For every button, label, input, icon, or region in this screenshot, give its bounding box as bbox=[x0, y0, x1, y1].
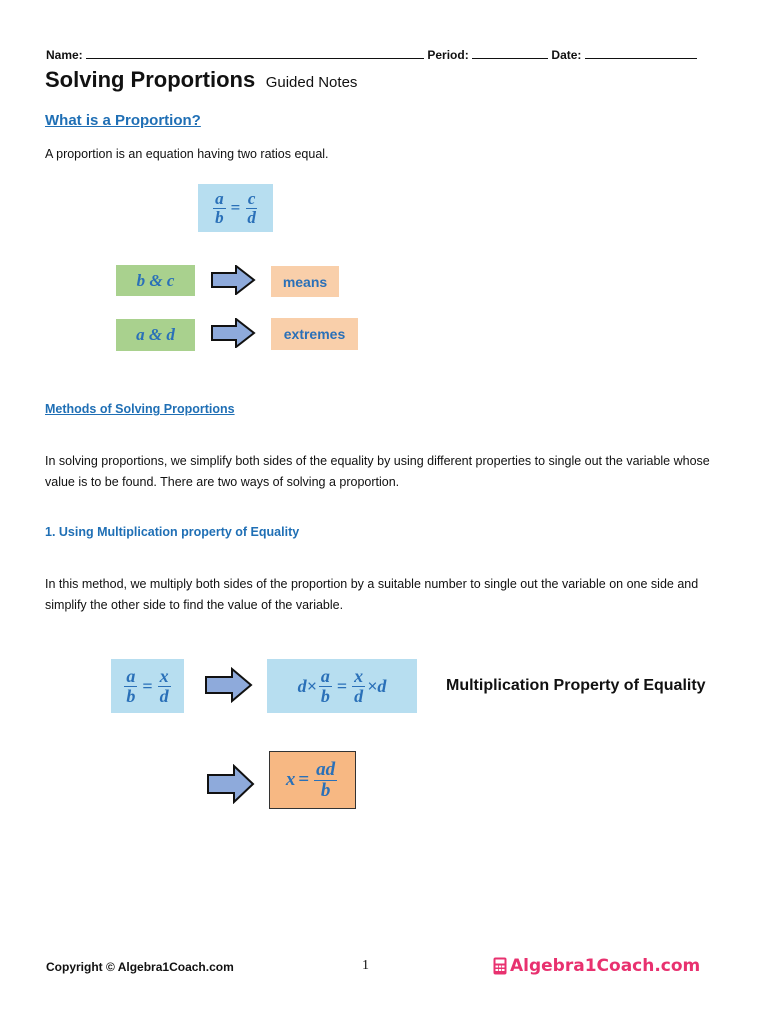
denominator: d bbox=[354, 685, 364, 706]
equation-original bbox=[111, 659, 184, 713]
denominator: b bbox=[126, 685, 136, 706]
denominator: b bbox=[320, 685, 330, 706]
brand-logo bbox=[493, 956, 700, 976]
multiply-suffix: ×d bbox=[367, 675, 387, 696]
fraction-a-b bbox=[124, 667, 137, 706]
numerator: ad bbox=[316, 758, 336, 780]
right-arrow-icon bbox=[210, 318, 256, 348]
extremes-label: extremes bbox=[271, 318, 358, 350]
denominator: d bbox=[159, 685, 169, 706]
calculator-icon bbox=[493, 957, 507, 975]
title-sub: Guided Notes bbox=[265, 74, 358, 91]
period-field[interactable] bbox=[472, 47, 548, 59]
result-formula bbox=[269, 751, 356, 809]
copyright-text: Copyright © Algebra1Coach.com bbox=[46, 960, 234, 974]
fraction-x-d bbox=[158, 667, 171, 706]
date-label: Date: bbox=[551, 48, 582, 62]
numerator: x bbox=[159, 665, 169, 686]
means-variables: b & c bbox=[116, 265, 195, 296]
numerator: a bbox=[320, 665, 330, 686]
numerator: a bbox=[126, 665, 136, 686]
fraction-c-d bbox=[245, 190, 258, 227]
property-label: Multiplication Property of Equality bbox=[446, 677, 706, 694]
period-label: Period: bbox=[427, 48, 469, 62]
numerator: x bbox=[354, 665, 364, 686]
section-heading-proportion: What is a Proportion? bbox=[45, 112, 201, 129]
denominator: d bbox=[247, 207, 256, 227]
brand-name[interactable]: Algebra1Coach.com bbox=[510, 956, 701, 976]
equals-sign: = bbox=[336, 675, 348, 696]
denominator: b bbox=[215, 207, 224, 227]
method1-paragraph: In this method, we multiply both sides of the proportion by a suitable number to single out the variable on one side and simplify the other side to find the value of the variable. bbox=[45, 577, 699, 612]
equals-sign: = bbox=[142, 675, 153, 696]
methods-paragraph: In solving proportions, we simplify both sides of the equality by using different properties to single out the variable whose value is to be found. There are two ways of solving a proportion. bbox=[45, 454, 710, 489]
fraction-x-d bbox=[352, 667, 365, 706]
means-label: means bbox=[271, 266, 339, 297]
method1-heading: 1. Using Multiplication property of Equality bbox=[45, 525, 300, 539]
numerator: a bbox=[215, 188, 224, 208]
name-label: Name: bbox=[46, 48, 83, 62]
date-field[interactable] bbox=[585, 47, 697, 59]
right-arrow-icon bbox=[204, 667, 254, 703]
denominator: b bbox=[320, 779, 331, 801]
proportion-definition: A proportion is an equation having two ratios equal. bbox=[45, 147, 329, 161]
section-heading-methods: Methods of Solving Proportions bbox=[45, 402, 235, 416]
equation-multiplied bbox=[267, 659, 417, 713]
extremes-variables: a & d bbox=[116, 319, 195, 351]
equals-sign: = bbox=[230, 198, 241, 217]
fraction-a-b bbox=[213, 190, 226, 227]
header-fields bbox=[46, 47, 697, 62]
page-number: 1 bbox=[362, 958, 369, 973]
proportion-formula bbox=[198, 184, 273, 232]
result-variable: x bbox=[285, 769, 296, 790]
right-arrow-icon bbox=[206, 764, 256, 804]
equals-sign: = bbox=[298, 769, 310, 790]
right-arrow-icon bbox=[210, 265, 256, 295]
fraction-a-b bbox=[319, 667, 332, 706]
fraction-ad-b bbox=[314, 760, 337, 801]
title-main: Solving Proportions bbox=[45, 67, 256, 92]
page-title bbox=[45, 67, 357, 93]
numerator: c bbox=[247, 188, 256, 208]
multiply-prefix: d× bbox=[297, 675, 317, 696]
name-field[interactable] bbox=[86, 47, 424, 59]
